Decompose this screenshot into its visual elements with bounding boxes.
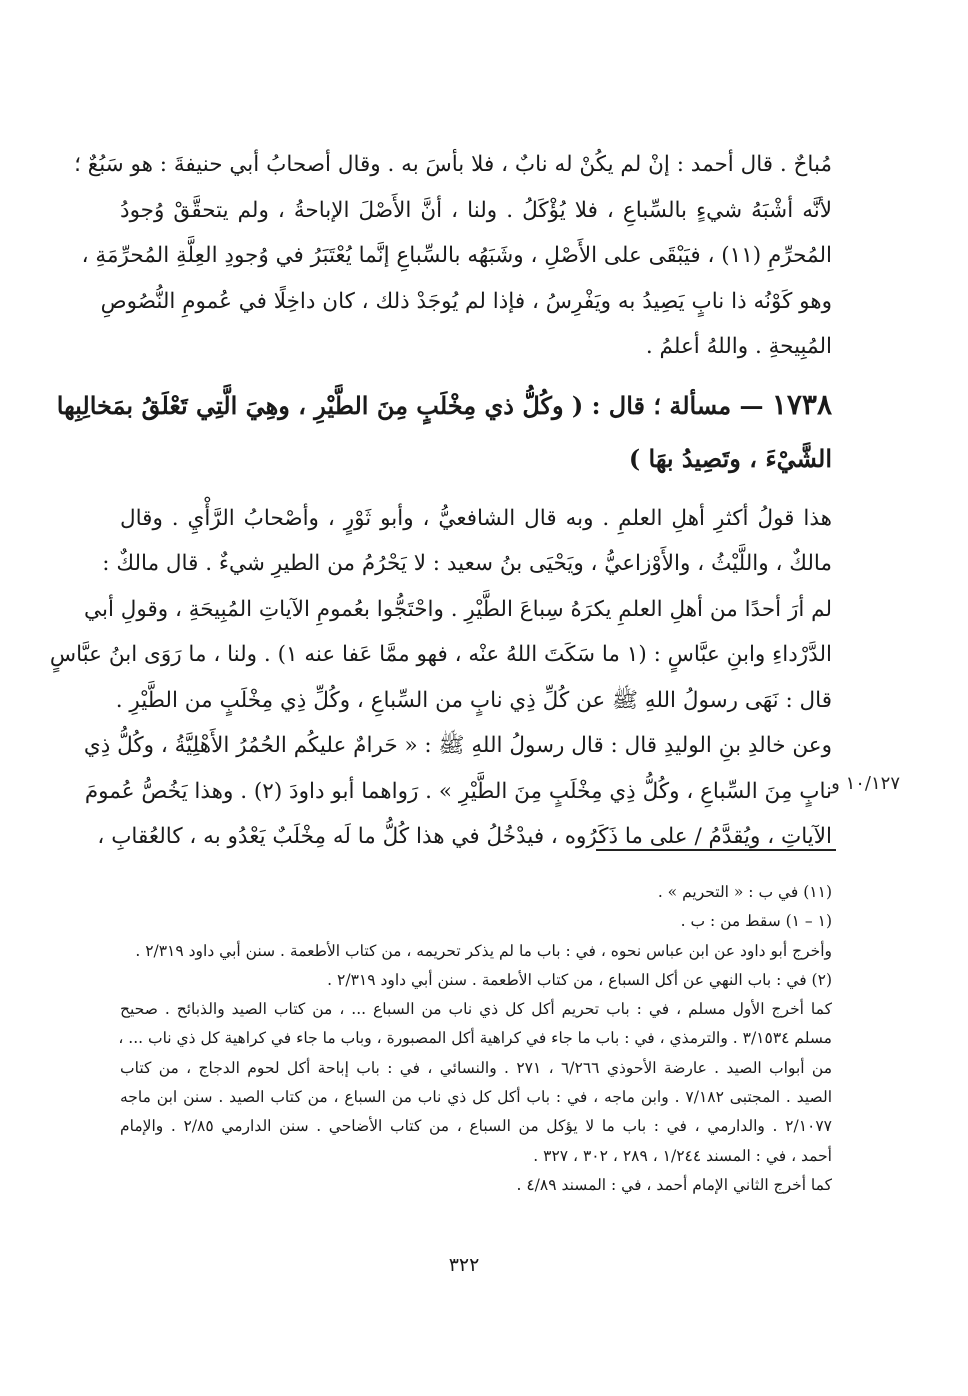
text-line: قال : نَهَى رسولُ اللهِ ﷺ عن كُلِّ ذِي نابٍ من السِّباعِ ، وكُلِّ ذِي مِخْلَبٍ من الطَّيْرِ . (115, 687, 832, 713)
text-line: هذا قولُ أكثرِ أهلِ العلمِ . وبه قال الشافعيُّ ، وأبو ثَوْرٍ ، وأصْحابُ الرَّأْيِ . وقال (120, 505, 832, 531)
text-line: نابٍ مِنَ السِّباعِ ، وكُلُّ ذِي مِخْلَبٍ مِنَ الطَّيْرِ » . رَواهما أبو داودَ (٢) . وهذا يَخُصُّ عُمومَ (84, 778, 832, 804)
spacer (120, 486, 832, 496)
heading-line: الشَّيْءَ ، وتَصِيدُ بهَا ) (628, 443, 832, 473)
footnote-line: ٢/١٠٧٧ . والدارمي ، في : باب ما لا يؤكل من السباع ، من كتاب الأضاحي . سنن الدارمي ٢/٨٥ . والإمام (120, 1117, 832, 1136)
issue-heading (56, 378, 832, 486)
text-line: المُحرِّمِ (١١) ، فيَبْقَى على الأَصْلِ ، وشَبَهُه بالسِّباعِ إنَّما يُعْتَبَرُ في وُجودِ العِلَّةِ المُحرِّمَةِ ، (81, 243, 832, 268)
text-line: المُبِيحةِ . واللهُ أعلمُ . (645, 334, 832, 359)
margin-reference: ١٠/١٢٧ و (831, 773, 900, 794)
footnote-line: (١ – ١) سقط من : ب . (680, 912, 832, 931)
page-number: ٣٢٢ (448, 1254, 480, 1276)
footnote-line: مسلم ٣/١٥٣٤ . والترمذي ، في : باب ما جاء في كراهية أكل المصبورة ، وباب ما جاء في كراهية كل ذي ناب ... ، (118, 1029, 832, 1048)
footnote-line: كما أخرج الأول مسلم ، في : باب تحريم أكل كل ذي ناب من السباع ... ، من كتاب الصيد والذبائح . صحيح (120, 1000, 832, 1019)
footnote-line: الصيد . المجتبى ٧/١٨٢ . وابن ماجه ، في : باب أكل كل ذي ناب من السباع ، من كتاب الصيد . سنن ابن ماجه (120, 1088, 832, 1107)
paragraph-2 (49, 496, 832, 860)
text-line: لم أرَ أحدًا من أهلِ العلمِ يكرَهُ سِباعَ الطَّيْرِ . واحْتَجُّوا بعُمومِ الآياتِ المُبِيحَةِ ، وقولِ أبي (84, 596, 832, 622)
footnote-line: كما أخرج الثاني الإمام أحمد ، في : المسند ٤/٨٩ . (516, 1175, 832, 1194)
footnote-separator (596, 849, 836, 851)
heading-text: — مسألة ؛ قال : ( وكُلُّ ذي مِخْلَبٍ مِنَ الطَّيْرِ ، وهِيَ الَّتِي تَعْلَقُ بمَخالِبِها (56, 390, 764, 420)
text-line: الدَّرْداءِ وابنِ عبَّاسٍ : (١ ما سَكَتَ اللهُ عنْه ، فهو ممَّا عَفا عنه ١) . ولنا ، ما رَوَى ابنُ عبَّاسٍ (49, 642, 832, 667)
footnote-line: أحمد ، في : المسند ١/٢٤٤ ، ٢٨٩ ، ٣٠٢ ، ٣٢٧ . (533, 1146, 832, 1165)
footnote-line: (١١) في ب : « التحريم » . (657, 883, 832, 901)
text-line: لأنَّه أشْبَهُ شيءٍ بالسِّباعِ ، فلا يُؤْكَلُ . ولنا ، أنَّ الأَصْلَ الإباحةُ ، ولم يتحقَّقْ وُجودُ (120, 197, 832, 223)
text-line: مُباحٌ . قال أحمد : إنْ لم يكُنْ له نابٌ ، فلا بأسَ به . وقال أصحابُ أبي حنيفةَ : هو سَبُعٌ ؛ (74, 152, 832, 177)
footnote-line: (٢) في : باب النهي عن أكل السباع ، من كتاب الأطعمة . سنن أبي داود ٢/٣١٩ . (327, 970, 832, 989)
heading-line (56, 378, 832, 432)
text-line: الآياتِ ، ويُقدَّمُ / على ما ذَكَرُوه ، فيدْخُلُ في هذا كُلُّ ما لَه مِخْلَبٌ يَعْدُو به ، كالعُقابِ ، (97, 824, 832, 849)
text-line: وعن خالدِ بنِ الوليدِ قال : قال رسولُ اللهِ ﷺ : « حَرامٌ عليكُم الحُمُرُ الأَهْلِيَّةُ ، وكُلُّ ذِي (83, 733, 832, 758)
footnote-line: وأخرج أبو داود عن ابن عباس نحوه ، في : باب ما لم يذكر تحريمه ، من كتاب الأطعمة . سنن أبي داود ٢/٣١٩ . (135, 941, 832, 960)
paragraph-1 (74, 142, 832, 370)
footnotes (120, 878, 832, 1200)
text-line: مالكٌ ، واللَّيْثُ ، والأَوْزاعيُّ ، ويَحْيَى بنُ سعيد : لا يَحْرُمُ من الطيرِ شيءٌ . قال مالكٌ : (102, 551, 832, 576)
main-text (49, 142, 832, 860)
issue-number: ١٧٣٨ (771, 387, 832, 421)
footnote-line: من أبواب الصيد . عارضة الأحوذي ٦/٢٦٦ ، ٢٧١ . والنسائي ، في : باب إباحة أكل لحوم الدجاج ، من كتاب (120, 1058, 833, 1077)
text-line: وهو كَوْنُه ذا نابٍ يَصِيدُ به ويَفْرِسُ ، فإذا لم يُوجَدْ ذلك ، كان داخِلًا في عُمومِ النُّصُوصِ (100, 288, 832, 314)
